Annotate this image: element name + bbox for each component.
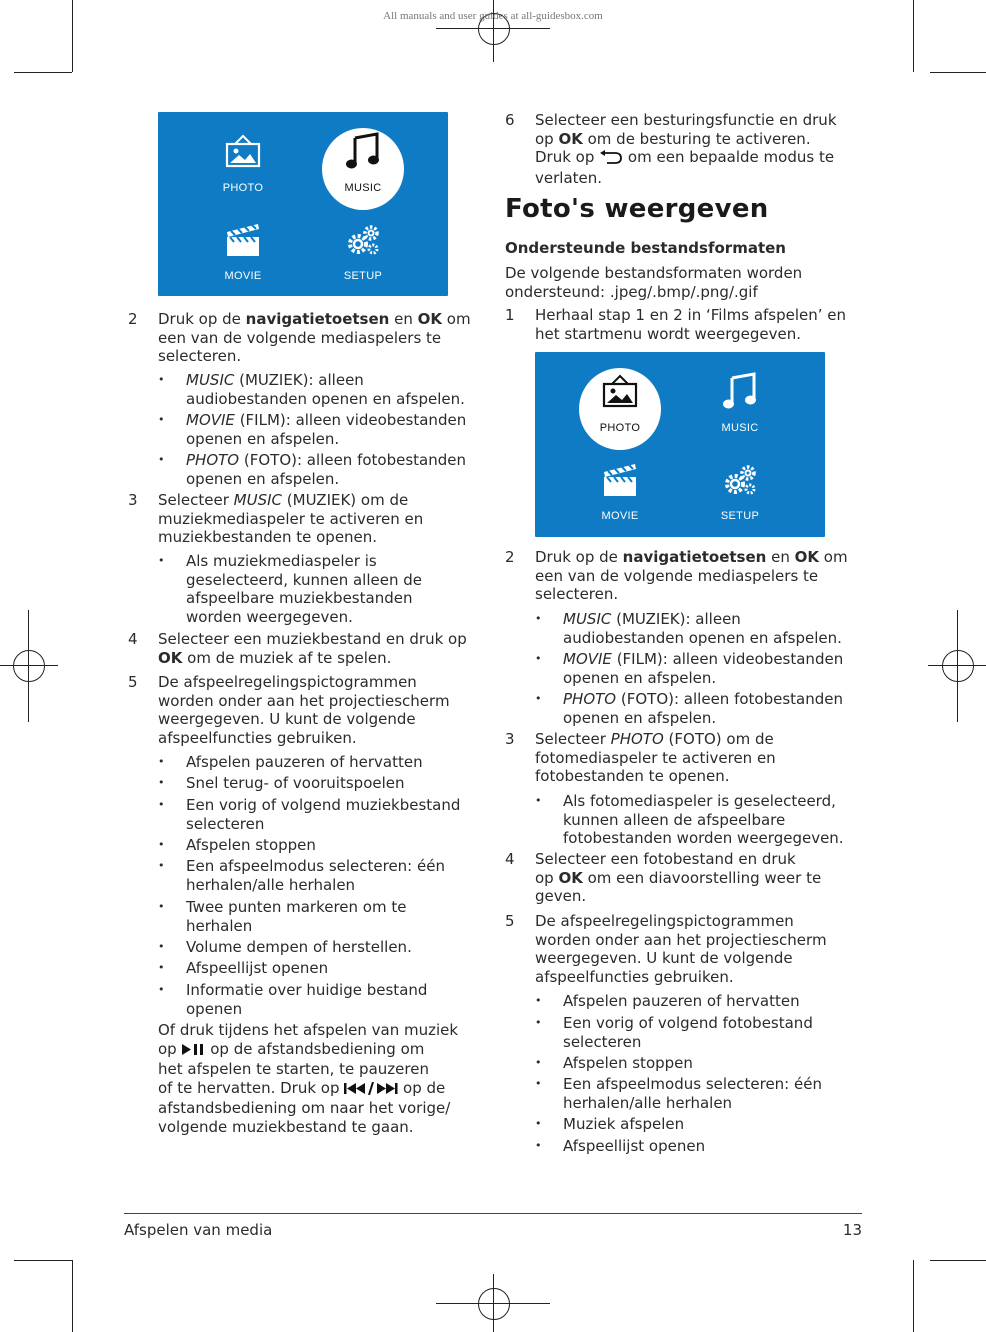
previous-next-icon [344, 1081, 398, 1100]
bullet-dot: • [535, 994, 542, 1007]
bullet-dot: • [158, 900, 165, 913]
bullet-dot: • [535, 1139, 542, 1152]
step-text: De afspeelregelingspictogrammen worden onder aan het projectiescherm weergegeven. U kunt de volgende afspeelfuncties gebruiken. [535, 912, 827, 986]
step-text: Selecteer een muziekbestand en druk op OK om de muziek af te spelen. [158, 630, 467, 667]
bullet-dot: • [535, 692, 542, 705]
step-number: 3 [505, 730, 515, 748]
play-pause-icon [181, 1042, 205, 1061]
menu-tile-music [318, 132, 408, 212]
clapperboard-icon [225, 222, 261, 258]
bullet-dot: • [158, 798, 165, 811]
menu-tile-photo [198, 132, 288, 212]
step-number: 5 [505, 912, 515, 930]
step-number: 6 [505, 111, 515, 129]
menu-label-movie: MOVIE [224, 270, 262, 282]
bullet-dot: • [535, 1056, 542, 1069]
bullet-dot: • [535, 1117, 542, 1130]
subheading: Ondersteunde bestandsformaten [505, 239, 786, 257]
bullet-dot: • [158, 453, 165, 466]
bullet-dot: • [535, 1016, 542, 1029]
step-text: Druk op de navigatietoetsen en OK om een van de volgende mediaspelers te selecteren. [158, 310, 471, 366]
step-number: 2 [505, 548, 515, 566]
registration-mark [942, 650, 974, 682]
step-text: Selecteer een besturingsfunctie en druk op OK om de besturing te activeren. Druk op om een bepaalde modus te verlaten. [535, 111, 837, 187]
bullet-dot: • [158, 413, 165, 426]
watermark: All manuals and user guides at all-guidesbox.com [383, 10, 603, 22]
menu-label-setup: SETUP [720, 510, 760, 522]
registration-mark [13, 650, 45, 682]
menu-label-music: MUSIC [344, 182, 382, 194]
menu-tile-movie [575, 462, 665, 542]
footer-section-title: Afspelen van media [124, 1221, 273, 1239]
section-heading: Foto's weergeven [505, 194, 769, 224]
crop-mark [930, 72, 986, 73]
step-text: Selecteer een fotobestand en druk op OK om een diavoorstelling weer te geven. [535, 850, 822, 906]
menu-tile-photo [575, 372, 665, 452]
step-number: 3 [128, 491, 138, 509]
music-note-icon [722, 372, 758, 412]
bullet-dot: • [158, 755, 165, 768]
step-number: 4 [505, 850, 515, 868]
menu-label-photo: PHOTO [222, 182, 264, 194]
photo-icon [225, 134, 261, 170]
step-number: 2 [128, 310, 138, 328]
step-text: Herhaal stap 1 en 2 in ‘Films afspelen’ en het startmenu wordt weergegeven. [535, 306, 847, 343]
music-note-icon [345, 132, 381, 172]
crop-mark [930, 1260, 986, 1261]
bullet-dot: • [158, 554, 165, 567]
menu-tile-music [695, 372, 785, 452]
crop-mark [913, 1260, 914, 1332]
bullet-dot: • [158, 940, 165, 953]
bullet-dot: • [158, 776, 165, 789]
home-menu-music-selected [158, 112, 448, 296]
menu-label-setup: SETUP [343, 270, 383, 282]
clapperboard-icon [602, 462, 638, 498]
formats-paragraph: De volgende bestandsformaten worden ondersteund: .jpeg/.bmp/.png/.gif [505, 264, 803, 301]
crop-mark [14, 72, 72, 73]
remote-control-paragraph: Of druk tijdens het afspelen van muziek op op de afstandsbediening om het afspelen te starten, te pauzeren of te hervatten. Druk op op de afstandsbediening om naar het vorige/ volgende muziekbestand te gaan. [158, 1021, 459, 1136]
step-text: Selecteer MUSIC (MUZIEK) om de muziekmediaspeler te activeren en muziekbestanden te openen. [158, 491, 424, 547]
bullet-dot: • [535, 612, 542, 625]
bullet-dot: • [158, 983, 165, 996]
bullet-dot: • [535, 1077, 542, 1090]
menu-label-music: MUSIC [721, 422, 759, 434]
home-menu-photo-selected [535, 352, 825, 537]
crop-mark [14, 1260, 72, 1261]
menu-label-movie: MOVIE [601, 510, 639, 522]
bullet-dot: • [158, 373, 165, 386]
step-number: 1 [505, 306, 515, 324]
step-text: De afspeelregelingspictogrammen worden onder aan het projectiescherm weergegeven. U kunt de volgende afspeelfuncties gebruiken. [158, 673, 450, 747]
bullet-dot: • [535, 794, 542, 807]
bullet-dot: • [535, 652, 542, 665]
bullet-dot: • [158, 961, 165, 974]
menu-tile-setup [318, 222, 408, 302]
menu-label-photo: PHOTO [599, 422, 641, 434]
page-number: 13 [842, 1221, 862, 1239]
back-icon [599, 150, 623, 169]
crop-mark [72, 1260, 73, 1332]
step-text: Druk op de navigatietoetsen en OK om een van de volgende mediaspelers te selecteren. [535, 548, 848, 604]
bullet-dot: • [158, 838, 165, 851]
footer-rule [124, 1213, 862, 1214]
step-text: Selecteer PHOTO (FOTO) om de fotomediaspeler te activeren en fotobestanden te openen. [535, 730, 776, 786]
registration-mark [478, 1288, 510, 1320]
menu-tile-movie [198, 222, 288, 302]
bullet-dot: • [158, 859, 165, 872]
photo-icon [602, 374, 638, 410]
gears-icon [722, 462, 758, 498]
gears-icon [345, 222, 381, 258]
step-number: 4 [128, 630, 138, 648]
step-number: 5 [128, 673, 138, 691]
menu-tile-setup [695, 462, 785, 542]
